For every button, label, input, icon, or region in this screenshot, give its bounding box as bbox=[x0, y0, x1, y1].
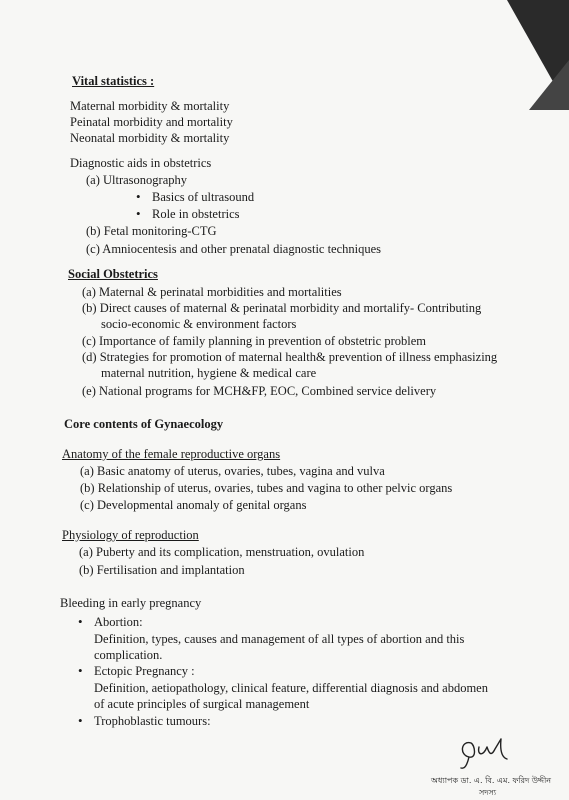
bleeding-bullet-ectopic: • Ectopic Pregnancy : bbox=[94, 664, 195, 678]
signature-block bbox=[431, 735, 551, 795]
bleeding-heading: Bleeding in early pregnancy bbox=[60, 596, 202, 610]
diag-bullet: • Basics of ultrasound bbox=[152, 190, 254, 204]
ectopic-description: Definition, aetiopathology, clinical feature, differential diagnosis and abdomen bbox=[94, 681, 488, 695]
signature-title: সদস্য bbox=[479, 788, 497, 797]
abortion-description: Definition, types, causes and management of all types of abortion and this bbox=[94, 632, 465, 646]
vital-item: Peinatal morbidity and mortality bbox=[70, 115, 233, 129]
physiology-heading: Physiology of reproduction bbox=[62, 528, 199, 542]
diagnostic-aids-heading: Diagnostic aids in obstetrics bbox=[70, 156, 212, 170]
bleeding-bullet-abortion: • Abortion: bbox=[94, 615, 143, 629]
social-obstetrics-heading: Social Obstetrics bbox=[68, 267, 158, 281]
signature-name: অধ্যাপক ডা. এ. বি. এম. ফরিদ উদ্দীন bbox=[431, 776, 552, 785]
social-item-d-cont: maternal nutrition, hygiene & medical care bbox=[101, 366, 317, 380]
diag-item-b: (b) Fetal monitoring-CTG bbox=[86, 224, 217, 238]
physiology-item-b: (b) Fertilisation and implantation bbox=[79, 563, 245, 577]
social-item-b: (b) Direct causes of maternal & perinatal morbidity and mortalify- Contributing bbox=[82, 301, 482, 315]
core-contents-heading: Core contents of Gynaecology bbox=[64, 417, 224, 431]
social-item-a: (a) Maternal & perinatal morbidities and mortalities bbox=[82, 285, 342, 299]
abortion-description-cont: complication. bbox=[94, 648, 163, 662]
physiology-item-a: (a) Puberty and its complication, menstruation, ovulation bbox=[79, 545, 365, 559]
anatomy-item-c: (c) Developmental anomaly of genital organs bbox=[80, 498, 307, 512]
scan-edge-shadow bbox=[529, 60, 569, 110]
vital-statistics-heading: Vital statistics : bbox=[72, 74, 155, 88]
diag-bullet: • Role in obstetrics bbox=[152, 207, 240, 221]
anatomy-heading: Anatomy of the female reproductive organs bbox=[62, 447, 281, 461]
social-item-d: (d) Strategies for promotion of maternal health& prevention of illness emphasizing bbox=[82, 350, 498, 364]
diag-item-c: (c) Amniocentesis and other prenatal diagnostic techniques bbox=[86, 242, 382, 256]
social-item-e: (e) National programs for MCH&FP, EOC, Combined service delivery bbox=[82, 384, 437, 398]
anatomy-item-a: (a) Basic anatomy of uterus, ovaries, tubes, vagina and vulva bbox=[80, 464, 385, 478]
social-item-b-cont: socio-economic & environment factors bbox=[101, 317, 297, 331]
bleeding-bullet-trophoblastic: • Trophoblastic tumours: bbox=[94, 714, 211, 728]
social-item-c: (c) Importance of family planning in prevention of obstetric problem bbox=[82, 334, 426, 348]
handwritten-signature bbox=[431, 735, 551, 775]
vital-item: Neonatal morbidity & mortality bbox=[70, 131, 230, 145]
anatomy-item-b: (b) Relationship of uterus, ovaries, tubes and vagina to other pelvic organs bbox=[80, 481, 453, 495]
ectopic-description-cont: of acute principles of surgical management bbox=[94, 697, 310, 711]
diag-item-a: (a) Ultrasonography bbox=[86, 173, 188, 187]
vital-item: Maternal morbidity & mortality bbox=[70, 99, 230, 113]
